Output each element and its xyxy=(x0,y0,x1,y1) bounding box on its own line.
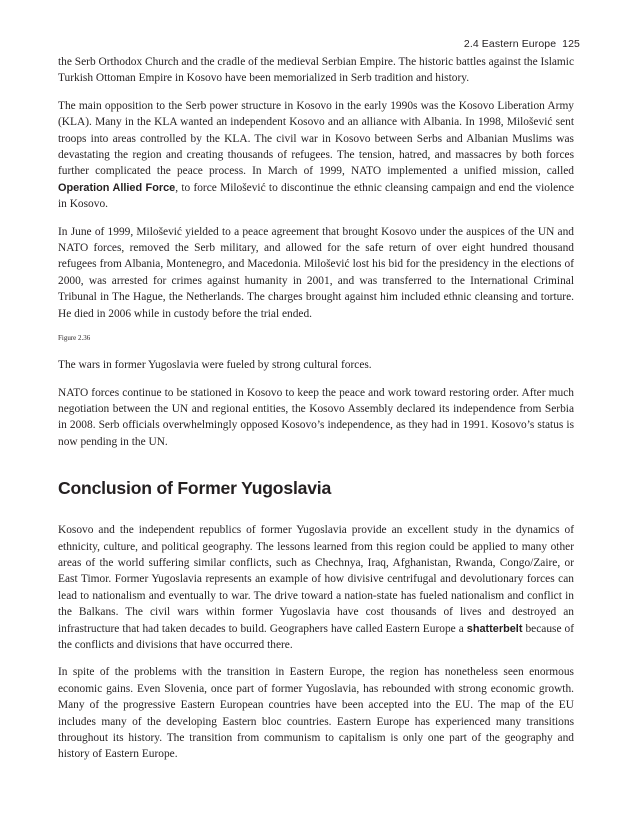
paragraph-text: In spite of the problems with the transition in Eastern Europe, the region has nonetheless seen enormous economic gains. Even Slovenia, once part of former Yugoslavia, has rebounded with strong economic growth. Many of the progressive Eastern European countries have been accepted into the EU. The map of the EU includes many of the developing Eastern bloc countries. Eastern Europe has experienced many transitions throughout its history. The transition from communism to capitalism is only one part of the geography and history of Eastern Europe. xyxy=(58,666,574,761)
section-title: 2.4 Eastern Europe xyxy=(463,38,557,50)
paragraph-peace-agreement xyxy=(58,224,574,322)
paragraph-text-a: The main opposition to the Serb power structure in Kosovo in the early 1990s was the Kosovo Liberation Army (KLA). Many in the KLA wanted an independent Kosovo and an alliance with Albania. In 1998, Milošević sent troops into areas controlled by the KLA. The civil war in Kosovo between Serbs and Albanian Muslims was devastating the region and creating thousands of refugees. The tension, hatred, and massacres by both forces further complicated the peace process. In March of 1999, NATO implemented a unified mission, called xyxy=(58,99,574,178)
paragraph-conclusion xyxy=(58,522,574,653)
paragraph-text: the Serb Orthodox Church and the cradle of the medieval Serbian Empire. The historic battles against the Islamic Turkish Ottoman Empire in Kosovo have been memorialized in Serb tradition and history. xyxy=(58,56,575,85)
figure-caption: The wars in former Yugoslavia were fueled by strong cultural forces. xyxy=(58,359,372,372)
section-heading: Conclusion of Former Yugoslavia xyxy=(58,478,332,499)
paragraph-text-b: because of the conflicts and divisions that have occurred there. xyxy=(58,622,574,651)
paragraph-kla xyxy=(58,98,574,213)
paragraph-text: NATO forces continue to be stationed in Kosovo to keep the peace and work toward restoring order. After much negotiation between the UN and regional entities, the Kosovo Assembly declared its independence from Serbia in 2008. Serb officials overwhelmingly opposed Kosovo’s independence, as they had in 1991. Kosovo’s status is now pending in the UN. xyxy=(58,386,574,448)
running-header xyxy=(464,38,580,50)
paragraph-nato-forces xyxy=(58,385,574,451)
paragraph-text: In June of 1999, Milošević yielded to a peace agreement that brought Kosovo under the auspices of the UN and NATO forces, removed the Serb military, and allowed for the safe return of over eight hundred thousand refugees from Albania, Montenegro, and Macedonia. Milošević lost his bid for the presidency in the elections of 2000, was arrested for crimes against humanity in 2001, and was transferred to the International Criminal Tribunal in The Hague, the Netherlands. The charges brought against him included ethnic cleansing and torture. He died in 2006 while in custody before the trial ended. xyxy=(58,225,574,320)
page-body xyxy=(58,54,574,774)
paragraph-transition xyxy=(58,664,574,762)
key-term-operation-allied-force: Operation Allied Force xyxy=(58,181,176,194)
paragraph-text-a: Kosovo and the independent republics of former Yugoslavia provide an excellent study in the dynamics of ethnicity, culture, and political geography. The lessons learned from this region could be applied to many other areas of the world suffering similar conflicts, such as Chechnya, Iraq, Afghanistan, Rwanda, Congo/Zaire, or East Timor. Former Yugoslavia represents an example of how divisive centrifugal and devolutionary forces can lead to nationalism and eventually to war. The drive toward a nation-state has fueled nationalism and conflict in the Balkans. The civil wars within former Yugoslavia have cost thousands of lives and destroyed an infrastructure that had taken decades to build. Geographers have called Eastern Europe a xyxy=(58,524,574,635)
page-number: 125 xyxy=(562,38,580,50)
paragraph-serb-orthodox xyxy=(58,54,574,87)
key-term-shatterbelt: shatterbelt xyxy=(466,622,523,635)
figure-label: Figure 2.36 xyxy=(58,334,91,343)
paragraph-text-b: , to force Milošević to discontinue the ethnic cleansing campaign and end the violence in Kosovo. xyxy=(58,181,575,211)
